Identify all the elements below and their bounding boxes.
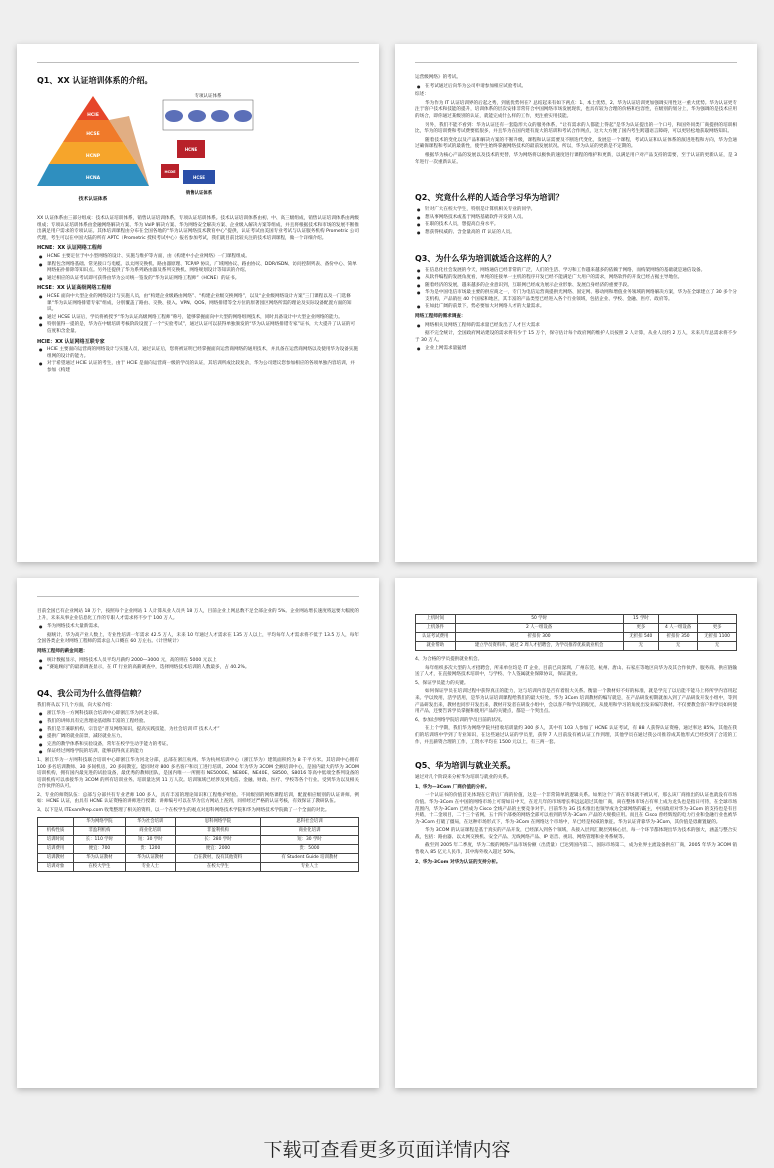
table-cell: 4 人一组设备 [658,624,697,633]
table-cell: 贵：5000 [261,844,359,853]
download-more-banner[interactable]: 下载可查看更多页面详情内容 [263,1139,511,1161]
list-item: ● 华为是中国电信市场最主要的供应商之一，专门为电信运营商提供光网络、固定网、移动网和增值业务领域的网络解决方案，华为在全球建立了 30 多个分支机构，产品销往 40 个国家和地区，其丰富的产品类型已经进入各个行业领域，包括企业、学校、金融、医疗、政府等。 [415,290,737,303]
table-cell: 自在教材，没有其他资料 [175,853,260,862]
pyramid-diagram [37,90,267,208]
table-cell: 无 [623,642,658,651]
section-heading-q5: Q5、华为培训与就业关系。 [415,761,516,771]
list-item: ● 对于希望通过 HCIE 认证的考生，由于 HCIE 是面向运营商一级的学员的认证，其培训所成比较复杂，华为公司建议您参加相应的各项单独内容培训，并参加《构建 [37,361,359,374]
table-cell: 无折扣 1100 [698,633,737,642]
table-cell: 上机条件 [416,624,456,633]
list-item: ● HCSE 面向中大型企业的网络设计与实施人员，由“构建企业级路由网络”、“构建企业级交换网络”，以及“企业级网络设计方案”三门课程以及一门选修课“华为认证网络排错专家”组成，分别覆盖了路由、交换、接入、VPN、QOS、网络排错等全方位的原著园区网络所需的理论及实际设备配置方面的知识。 [37,294,359,314]
table-cell: 折扣价 300 [455,633,623,642]
list-item: ● 在考试通过后向华为公司申请参加相应试验考试。 [415,84,737,91]
list-item: ● 浙江华为一方网科技联合培训中心即浙江华为河北分部。 [37,711,359,718]
level-label-4: HCNA [85,176,101,181]
table-cell [38,817,74,826]
table-cell: 无折扣 540 [623,633,658,642]
list-item: ● 针对广大在校大学生，特别是计算机相关专业的同学。 [415,207,737,214]
list-item: ● 在职的技术人员，想提高自身水平。 [415,222,737,229]
table-cell: 15 学时 [623,615,658,624]
summary-paragraph: 根据华为核心产品的发展以及技术的更替，华为网络将以极快的速度进行课程的维护和更新，以满足用户对产品支持的需要，至于认证的更新认证，是 3 年进行一次重新认证。 [415,152,737,165]
list-item: ● 特别值得一提的是，华为在中级培训考核阶段设置了一个“实验考试”，通过认证可以获得单独颁发的“华为认证网络排错专家”证书，大大提升了认证的可信度和含金量。 [37,322,359,335]
q5-paragraph: 一个认证书的价值首先体现在它背后厂商的价值，这是一个非常简单的逻辑关系。如果这个厂商在市场就不被认可，那么该厂商推出的认证也就没有市场价值。华为-3Com 在中国的网络市场上可谓如日中天，在近几年的市场增长率远远超过其他厂商，尚在整体市场占有率上成为龙头也是指日可待，在全球市场范围内，华为-3Com 已经成为 Cisco 全线产品的主要竞争对手。目前华为 3G 技术推出也领导成为全球网络的霸主，中国政府对华为-3Com 的支持也是有目共睹，十二金项目，二十三个省网，五十四个部委的网络全部可以看到的华为-3Com 产品的大规模应用。而且在 Cisco 曾经辉煌的电力行业和金融行业也被华为-3Com 打破了僵局，在这种市场形式下，华为-3Com 在网络这个市场中，早已经是权威的象征。华为认证背靠华为-3Com，其价值是毋庸置疑的。 [415,793,737,825]
level-label-3: HCNP [85,154,101,159]
list-item: ● 统计数据显示，网络技术人员平均月薪约 2000—3000 元，高的则在 5000 元以上 [37,658,359,665]
summary-label: 综述： [415,92,429,98]
level-label-1: HCIE [87,113,99,118]
demand-title: 网络工程师的需求调查： [415,314,466,320]
table-row [416,633,737,642]
table-cell: 专业人士 [261,862,359,871]
table-cell: 培训费用 [38,844,74,853]
sales-caption: 销售认证体系 [185,191,213,196]
table-row [38,853,359,862]
table-cell: 思科社会培训 [261,817,359,826]
list-item: ● 想从事网络技术或基于网络基础软件开发的人员。 [415,215,737,222]
table-cell: 认证考试费用 [416,633,456,642]
table-cell: 就业帮助 [416,642,456,651]
table-header-row [38,817,359,826]
table-cell: 上机时间 [416,615,456,624]
continued-text: 目前全国已有企业网站 18 万个，按照每个企业网站 1 人计算从业人员共 18 万人，目前企业上网总数不足全部企业的 5%。企业网站增长速度将远要大幅度的上升，未来从事企业信息化工作的专职人才需求将不少于 100 万人。 [37,609,359,621]
table-cell [698,615,737,624]
demand-list [415,323,737,330]
table-cell: 更多 [698,624,737,633]
demand-list-2 [415,346,737,353]
section-heading-q4: Q4、我公司为什么值得信赖？ [37,688,146,698]
document-page-4 [395,578,757,1088]
table-cell [658,615,697,624]
stats-paragraph: 据统计，华为高产业人数上，专业性培训一年需求 42.5 万人，未来 10 年通过人才需求在 135 万人以上，平均每年人才需求将不低于 13.5 万人，每年全国各类企业对网络工程师的需求总人口概在 60 万左右。（计世统计） [37,632,359,645]
list-item: ● 网络相关及网络工程师的需求量已经发出了人才巨大需求 [415,323,737,330]
table-row [38,862,359,871]
table-cell: 在校大学生 [74,862,126,871]
list-item: ● 在信息化社会发展的今天，网络通信已经非常的广泛，人们的生活、学习和工作越来越多的依赖于网络，而构架网络的基础就是通信设备。 [415,268,737,275]
table-cell: 无 [658,642,697,651]
list-item: ● HCIE 主要面向运营商的网络设计与实施人员，通过认证后，您将被证明已经掌握面向运营商网络的通用技术，并具备在运营商网络以及使用华为设备实施组网的设计的能力。 [37,347,359,360]
intro-paragraph: XX 认证体系由三部分组成：技术认证培训体系，销售认证培训体系，专项认证培训体系。技术认证培训体系由初、中、高三级组成，销售认证培训体系由两级组成；专项认证培训体系由金融网络解决方案、华为 VoIP 解决方案、华为网络安全解决方案、企业级入解决方案等组成，并且将根据技术和市场的发展不断推出满足用户需求的专项认证。其体培训课程由分布在全国各地的“华为认证网络技术教育中心”提供，认证考试由美国专业考试与认证服务机构 Prometric 公司代理，考生可以在中国大陆的所有 APTC（Prometric 授权考试中心）报名参加考试，我们就目前比较关注的技术培训课程，做一个详细介绍。 [37,216,359,241]
hcie-list [37,347,359,374]
list-item: ● 在如此广阔的前景下，势必要加大对网络人才的大量需求。 [415,304,737,311]
table-cell: 2 人一组设备 [455,624,623,633]
table-cell: 50 学时 [455,615,623,624]
list-item: ● HCNE 主要定位于中小型网络的设计、实施与维护等方面，由《构建中小企业网络》一门课程组成。 [37,254,359,261]
level-label-2: HCSE [86,132,100,137]
document-page-2 [395,44,757,562]
q3-list [415,268,737,312]
specialty-title: 专项认证体系 [194,94,222,99]
q5-subheading: 1、华为—3Com 厂商价值的分析。 [415,784,490,790]
table-cell: 商业化培训 [261,826,359,835]
document-page-1 [17,44,379,562]
page-header-rule [37,62,359,63]
item-paragraph: 4、为合格的学员提供就业机会。 [415,657,483,662]
summary-paragraph: 另外，我们不能不看到：华为认证还有一套隐形大众的服务体系，“让有需求的人都能上得起”是华为认证提出的一个口号，和国外同类厂商提供的培训相比，华为的培训费和考试费要低很多，并且华为在国内建有庞大的培训和考试合作网点，这大大方便了国内考生跨越语言障碍，可以更轻松地获取网络知识。 [415,122,737,135]
list-item: ● “赛迪顾问”的最新调查显示，在 IT 行业的高薪调查中，选择网络技术培训的人数最多，占 40.2%。 [37,665,359,672]
demand-paragraph: 据不完全统计，全国政府网站建设的需求将有少于 15 万个，保守估计每个政府网的维护人员按照 2 人计算，从业人员约 2 万人，未来几年总需求将不少于 30 万人。 [415,331,737,343]
list-item: ● 想获得权威的、含金量高的 IT 认证的人员。 [415,230,737,237]
table-cell: 短：30 学时 [261,835,359,844]
table-cell: 思科网络学院 [175,817,260,826]
table-row [416,642,737,651]
list-item: ● 通过 HCSE 认证后，学员将被授予“华为认证高级网络工程师”称号，能够掌握面向中大型的网络组网技术，同时具备设计中大型企业网络的能力。 [37,315,359,322]
hcne-list [37,254,359,282]
list-item: ● 从软件编程的发展角度看，单纯的连接单一主机的程序开发已经不能满足广大用户的需求，网络软件的开发已经占据主导地位。 [415,275,737,282]
table-cell: 在校大学生 [175,862,260,871]
table-row [38,826,359,835]
list-item: ● 随着经济的发展，越来越多的企业意识到，互联网已经成为展示企业形象、发展自身经济的重要手段。 [415,283,737,290]
q2-list [415,207,737,236]
table-cell: 专业人士 [125,862,175,871]
table-cell: 非盈利机构 [175,826,260,835]
pyramid-level-3 [49,142,137,164]
document-page-3 [17,578,379,1088]
salary-title: 网络工程师的薪金问题： [37,648,88,654]
q4-paragraph: 1、浙江华为一方网科技联合培训中心即浙江华为河北分部，总部在浙江杭州。华为杭州培训中心（浙江华为）建筑面积约为 8 千平方米。其培训中心拥有 100 多名培训教师、30 多间机房，20 多间教室。能同时对 800 多名客户和员工进行培训。2004 年为华为 3COM 全额培训中心，是国内最大的华为 3COM 培训机构，拥有国内最先进的试验设备，最优秀的教师团队，是国内唯一一所拥有 NE5000E、NE80E、NE40E、S8500、S8016 等高中低端全系列设备的培训机构可以承接华为 3COM 的所有培训业务。培训量达到 11 万人次。培训领域已经涉及到电信、金融、财政、医疗、学校等各个行业。受到华为以及相关合作伙伴的认可。 [37,757,359,790]
q5-intro: 通过对几个阶段来分析华为培训与就业的关系。 [415,775,512,781]
list-item: ● 企业上网需求量猛增 [415,346,737,353]
pyramid-level-4 [37,164,149,186]
table-cell: 建立学员资料库，通过 2 周人才招聘会，为学员推荐优质就业机会 [455,642,623,651]
page-header-rule [37,596,359,597]
list-item: ● 保证经过网络学院的培训，能够获得真正的能力 [37,749,359,756]
item-paragraph: 如何保证学员在培训过程中获得真正的能力，这与培训内容是否有着很大关系。衡量一个教材好不好的标准，就是学完了以后能不能马上将所学内容用起来。学以致用，活学活用，是华为认证培训课程给我们的最大好处。华为 3Com 培训教材的编写就是，在产品研发初期就加入到了产品研发开发小组中，等到产品研发出来，教材也同步开发出来，教材开发者在研发小组中，会以客户和学员的眼光，从使用和学习的角度出发来编写教材。不仅要教会客户和学员如何使用产品，还要告诉学员掌握和使用产品的关键点，都是一个突出点。 [415,689,737,715]
specialty-oval-2 [188,110,206,122]
table-cell: 无 [698,642,737,651]
item-paragraph: 每年组织多次大型的人才招聘会，所来单位均是 IT 企业，目前已向深圳、广州东莞、杭州、唐山、石家庄等地区向华为及其合作伙伴、服务商、供应链输送了人才，在直接网络技术培训中，与学校、个人签属就业保障协议，保证就业。 [415,665,737,678]
table-row [416,615,737,624]
item-paragraph: 6、参加过网络学院培训的学员目前的状况。 [415,717,506,723]
section-heading-q2: Q2、究竟什么样的人适合学习华为培训？ [415,193,564,203]
table-cell: 培训时间 [38,835,74,844]
hcie-title: HCIE：XX 认证网络互联专家 [37,338,105,345]
specialty-oval-1 [165,110,183,122]
sales-label-1: HCNE [184,147,198,152]
table-cell: 华为网络学院 [74,817,126,826]
hcse-title: HCSE：XX 认证高级网络工程师 [37,285,112,292]
summary-paragraph: 华为作为 IT 认证培训界的后起之秀，到底优势何在？总结起来有如下两点：1、本土优势，2、华为认证培训更加强调实用性这一重大优势。华为认证更专注于客户技术和技能的提升，培训体系的层次安排非常符合中国网络市场发展现状，也具有较为合理的价格和包容性，在级别的划分上，华为强调的是技术应用的场合，即你通过某级别的认证，就能完成什么样的工作，更注重实用技能。 [415,100,737,119]
q5-paragraph: 华为 3COM 的认证课程是基于真实的产品开发，已经深入到各个领域，从接入层到汇聚层到核心层，每一个环节都体现出华为技术的强大，涵盖与整合实战，包括：路由器、以太网交换机、安全产品、无线网络产品、IP 语音、视讯、网络管理和业务系统等。 [415,828,737,840]
top-list [415,84,737,91]
list-item: ● 通过相应的认证考试即可获得由华为公司统一签发的“华为认证网络工程师”（HCNE）的证书。 [37,276,359,283]
section-heading-q1: Q1、XX 认证培训体系的介绍。 [37,76,153,85]
table-row [38,844,359,853]
table-row [416,624,737,633]
section-heading-q3: Q3、为什么华为培训就适合这样的人？ [415,253,556,263]
table-cell: 有 Student Guide 培训教材 [261,853,359,862]
hcse-list [37,294,359,336]
q4-paragraph: 3、以下是从 ITExamPrep.com 收集整理了相关的资料，以一个在校学生的观点对思科网络技术学院和华为网络技术学院做了一个全面的对比。 [37,808,330,814]
table-cell: 便宜：700 [74,844,126,853]
comparison-table [37,817,359,872]
list-item: ● 提供广阔的就业前景，减轻就业压力。 [37,734,359,741]
table-cell: 便宜：2000 [175,844,260,853]
specialty-oval-3 [211,110,229,122]
table-cell: 更多 [623,624,658,633]
q4-intro: 我们将从以下几个方面，向大家介绍： [37,702,116,708]
table-cell: 非盈利机构 [74,826,126,835]
table-cell: 培训教材 [38,853,74,862]
hcne-title: HCNE：XX 认证网络工程师 [37,245,102,252]
salary-list [37,658,359,672]
item-paragraph: 5、保证学员能力的关键。 [415,680,469,686]
table-cell: 短：30 学时 [125,835,175,844]
item-paragraph: 在上个学期，我们华为网络学院共招收培训量约 300 多人，其中有 103 人参加了 HCNE 认证考试，有 88 人获得认证资格，通过率达 85%，其他在我们的培训班中学到了专业知识，在这些通过认证的学员里，获得 7 人目前没有被认证工作到理，其他学员在通过我公司推荐成其他形式已经找到了合适的工作，并且薪资合理的工作，工资水平均在 1500 元以上，有三两一套。 [415,726,737,745]
table-cell: 折扣价 350 [658,633,697,642]
table-cell: 机构性质 [38,826,74,835]
comparison-table-continued [415,614,737,651]
sales-label-2: HCDE [164,170,176,174]
table-cell: 长：110 学时 [74,835,126,844]
q5-paragraph: 截至到 2005 年二季度，华为二级的网络产品市场份额（出货量）已达到国内第二，国际市场第二，成为业界主流设备供应厂商，2005 年华为 3COM 销售收入 85 亿元人民币，其中海外收入超过 50%。 [415,843,737,856]
summary-paragraph: 随着技术的变化以及产品和解决方案的不断升级，课程和认证需要及不断迭代变化，发展是一个课程，考试认证和认证体系的演进进程和方向，华为会通过确保课程和考试的最新性，使学生始终掌握网络技术的最前发展状况。所以，华为认证的更新是不定期的。 [415,137,737,150]
sales-label-3: HCSE [193,175,205,180]
table-cell: 培训对象 [38,862,74,871]
list-item: ● 课程包含网络基础、常见接口与电缆、以太网交换机、路由器原理、TCP/IP 协议、广域网协议、路由协议、DDR/ISDN、访问控制列表、备份中心、简单网络拓扑排除等知识点。另外还提供了华为系列路由器及系列交换机、网络规划设计等知识的介绍。 [37,262,359,275]
table-row [38,835,359,844]
list-item: ● 我们的讲师具有完善理论基础和丰富的工程经验。 [37,719,359,726]
certification-diagram [37,90,359,208]
diagram-caption: 技术认证体系 [78,197,108,202]
table-cell: 商业化培训 [125,826,175,835]
table-cell: 华为认证教材 [74,853,126,862]
q4-list [37,711,359,756]
q5-subheading: 2、华为-3Com 对华为认证的支持分析。 [415,859,501,865]
top-list [37,624,359,631]
specialty-oval-4 [234,110,252,122]
list-item: ● 完善的教学体系和实验设备，常年在校学生动手能力的考证。 [37,742,359,749]
table-cell: 长：280 学时 [175,835,260,844]
table-cell: 华为认证教材 [125,853,175,862]
q4-paragraph: 2、专业的师资队伍：总部与分部共有专业老师 100 多人，具有丰富的理论知识和工程维护经验。不同级别的网络课程培训，配置相应级别的认证讲师。例如：HCNE 认证，由具有 HCNE 认证资格的讲师进行授课；讲师编号可以在华为官方网站上查到，同样经过严格的认证考核，有效保证了教研队伍。 [37,792,359,805]
table-cell: 华为社会培训 [125,817,175,826]
list-item: ● 华为网络技术大量新需求。 [37,624,359,631]
list-item: ● 我们是丰兼职机构，宗旨是“普及网络知识，提高实践技能，为社会培训 IT 技术人才” [37,727,359,734]
continued-text: 运营级网络》的考试。 [415,75,461,80]
page-header-rule [415,62,737,63]
table-cell: 贵：1200 [125,844,175,853]
